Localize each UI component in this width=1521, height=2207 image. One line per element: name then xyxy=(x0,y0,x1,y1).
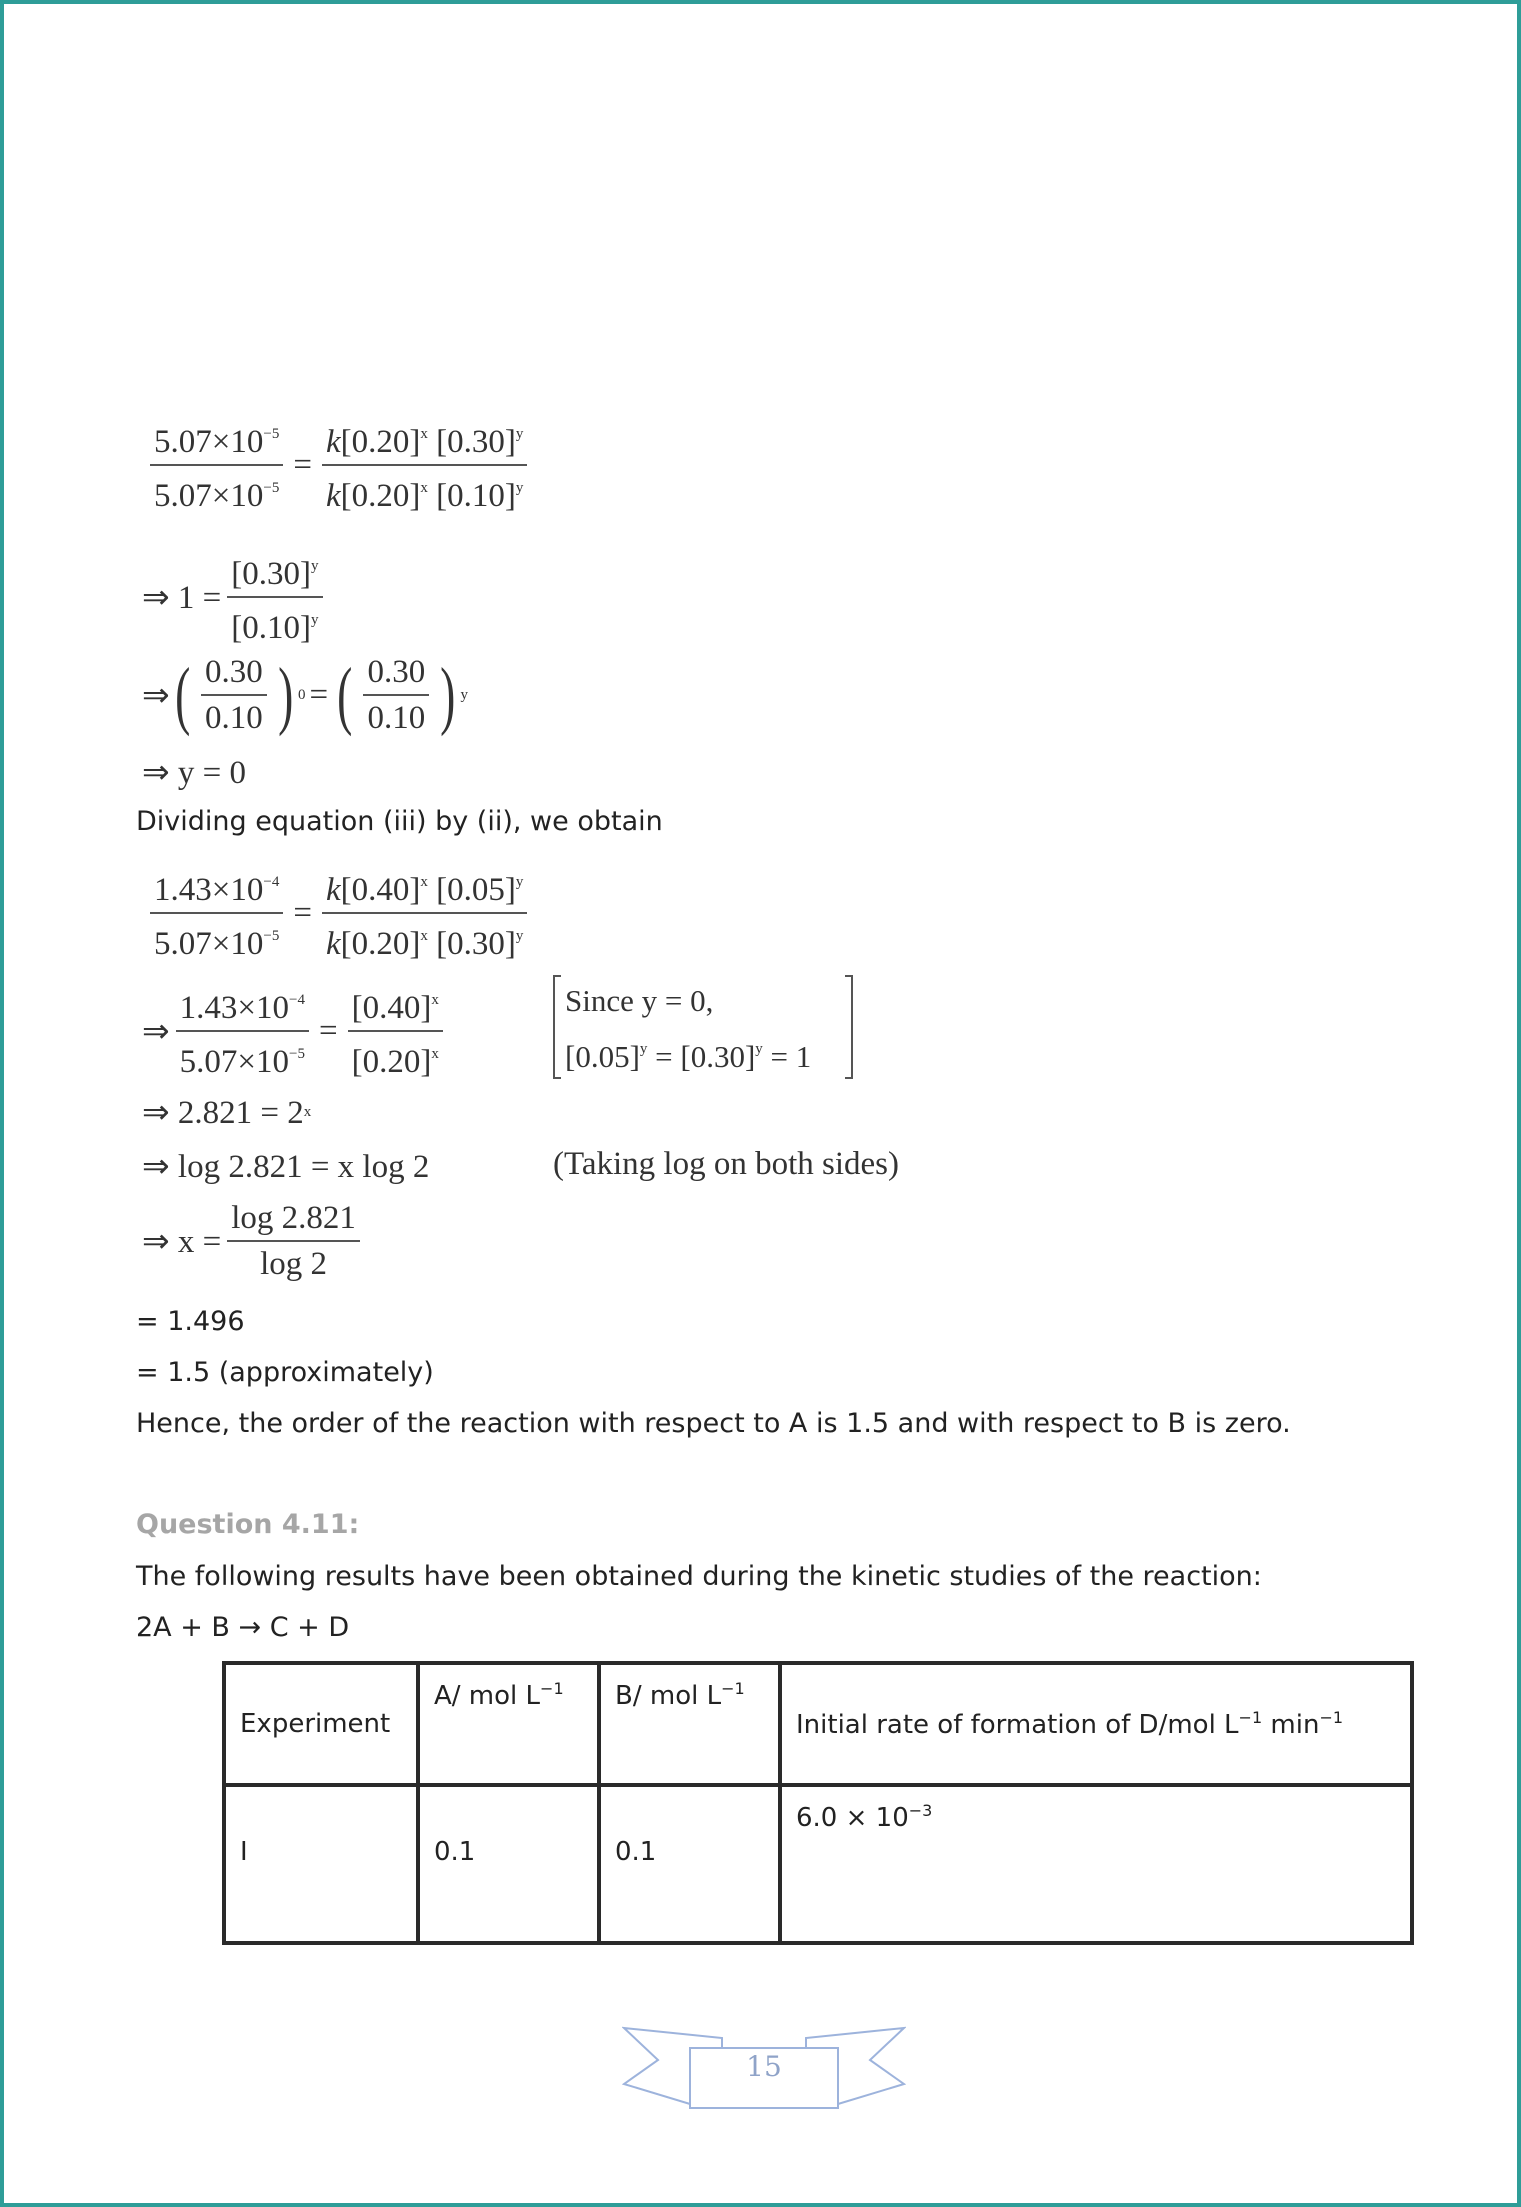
equation-6: ⇒ $\frac{1.43\times 10^{-4}}{5.07\times 10^{-5}}$ = $\frac{[0.40]^x}{[0.20]^x}$ xyxy=(142,978,449,1084)
conclusion: Hence, the order of the reaction with respect to A is 1.5 and with respect to B is zero. xyxy=(136,1408,1291,1439)
paragraph: Dividing equation (iii) by (ii), we obtain xyxy=(136,806,663,837)
equation-2: ⇒ 1 = $\frac{[0.30]^y}{[0.10]^y}$ xyxy=(142,544,329,650)
kinetics-table xyxy=(222,1661,1414,1945)
cell-b: 0.1 xyxy=(599,1785,780,1943)
equation-3: ⇒ ( $\frac{0.30}{0.10}$ ) 0 = ( $\frac{0.30}{0.10}$ ) y xyxy=(142,650,468,740)
page-number-ribbon xyxy=(622,2024,906,2110)
result-line: = 1.496 xyxy=(136,1306,245,1337)
equation-9: ⇒ x = $\frac{\log 2.821}{\log 2}$ xyxy=(142,1196,366,1286)
equation-5: $\frac{1.43\times 10^{-4}}{5.07\times 10^{-5}}$ = $\frac{k[0.40]^x [0.05]^y}{k[0.20]^x [0.30]^y}$ xyxy=(144,860,533,966)
header-a: A/ mol $L^{-1}$ xyxy=(418,1663,599,1785)
equation-4: ⇒ y = 0 xyxy=(142,755,247,791)
since-note-bracket: Since y = 0, $[0.05]^y = [0.30]^y = 1$ xyxy=(553,975,853,1079)
equation-7: ⇒ 2.821 = 2 x xyxy=(142,1095,312,1131)
cell-a: 0.1 xyxy=(418,1785,599,1943)
header-rate: Initial rate of formation of D/mol $L^{-1}$ $\min^{-1}$ xyxy=(780,1663,1412,1785)
question-heading: Question 4.11: xyxy=(136,1509,360,1540)
question-text: The following results have been obtained during the kinetic studies of the reaction: xyxy=(136,1561,1262,1592)
header-experiment: Experiment xyxy=(224,1663,418,1785)
reaction-equation: 2A + B → C + D xyxy=(136,1612,350,1643)
equation-8-note: (Taking log on both sides) xyxy=(553,1146,899,1182)
cell-experiment: I xyxy=(224,1785,418,1943)
page-number: 15 xyxy=(746,2050,782,2083)
header-b: B/ mol $L^{-1}$ xyxy=(599,1663,780,1785)
table-row xyxy=(224,1785,1412,1943)
cell-rate: $6.0 \times 10^{-3}$ xyxy=(780,1785,1412,1943)
equation-1: $\frac{5.07\times 10^{-5}}{5.07\times 10^{-5}}$ = $\frac{k[0.20]^x [0.30]^y}{k[0.20]^x [0.10]^y}$ xyxy=(144,412,533,518)
table-header-row xyxy=(224,1663,1412,1785)
equation-8: ⇒ log 2.821 = x log 2 xyxy=(142,1149,430,1185)
result-approx-line: = 1.5 (approximately) xyxy=(136,1357,434,1388)
